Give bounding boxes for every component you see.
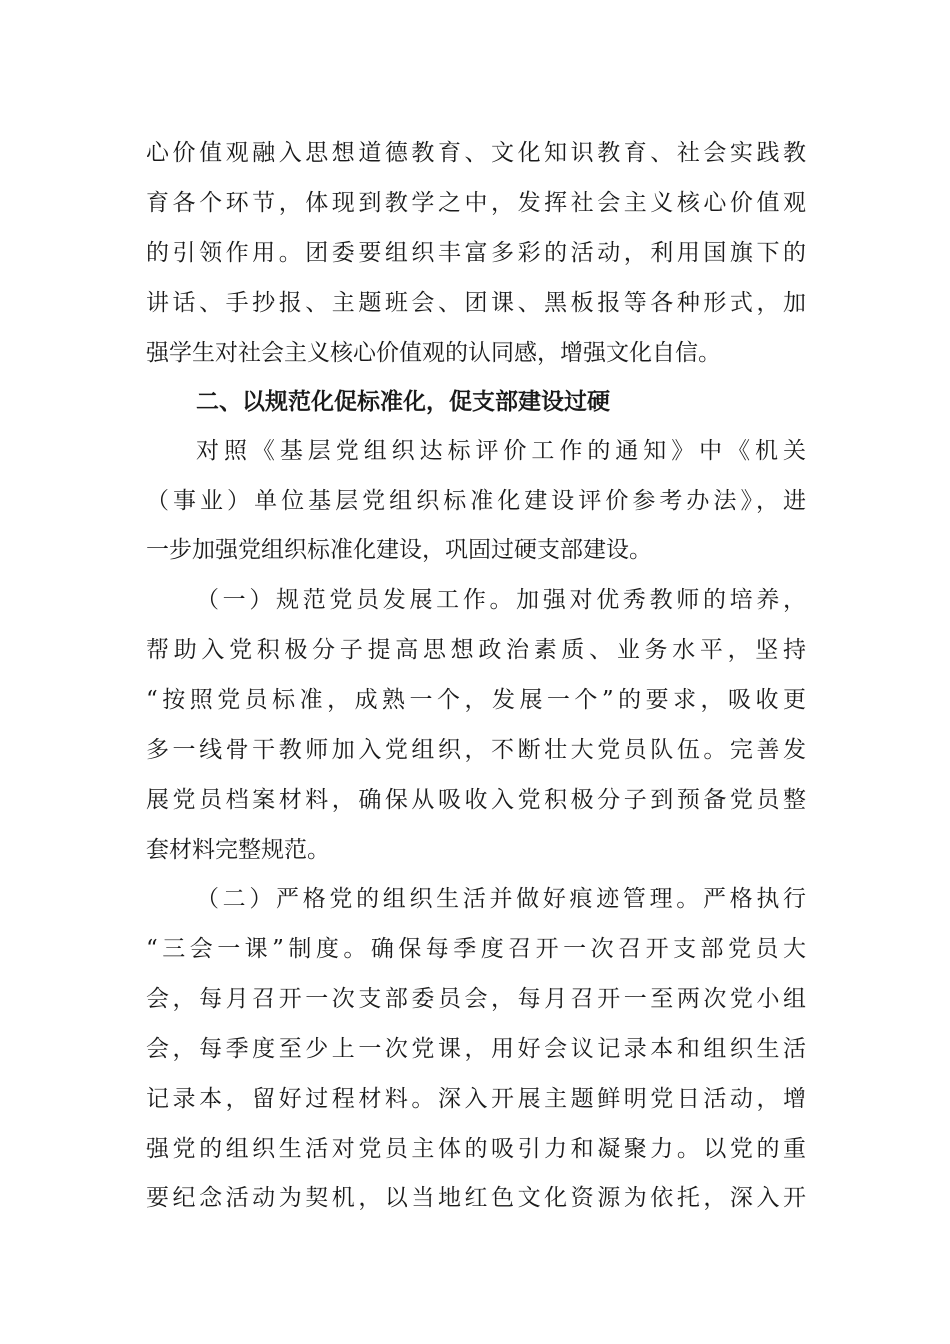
body-text-line: （事业）单位基层党组织标准化建设评价参考办法》，进 (146, 488, 806, 514)
body-text-line: 讲话、手抄报、主题班会、团课、黑板报等各种形式，加 (146, 290, 806, 316)
body-text-line: “三会一课”制度。确保每季度召开一次召开支部党员大 (146, 936, 806, 962)
subsection-lead-line: （二）严格党的组织生活并做好痕迹管理。严格执行 (196, 886, 806, 912)
body-text-line: “按照党员标准，成熟一个，发展一个”的要求，吸收更 (146, 687, 806, 713)
subsection-lead-line: （一）规范党员发展工作。加强对优秀教师的培养， (196, 587, 806, 613)
body-text-line: 帮助入党积极分子提高思想政治素质、业务水平，坚持 (146, 637, 806, 663)
body-text-line: 强学生对社会主义核心价值观的认同感，增强文化自信。 (146, 340, 721, 366)
body-text-line: 套材料完整规范。 (146, 837, 330, 863)
body-text-line: 一步加强党组织标准化建设，巩固过硬支部建设。 (146, 537, 652, 563)
body-text-line: 心价值观融入思想道德教育、文化知识教育、社会实践教 (146, 140, 806, 166)
body-text-line: 记录本，留好过程材料。深入开展主题鲜明党日活动，增 (146, 1086, 806, 1112)
body-text-line: 要纪念活动为契机，以当地红色文化资源为依托，深入开 (146, 1185, 806, 1211)
section-heading: 二、以规范化促标准化，促支部建设过硬 (196, 389, 610, 415)
body-text-line: 会，每季度至少上一次党课，用好会议记录本和组织生活 (146, 1036, 806, 1062)
body-text-line: 会，每月召开一次支部委员会，每月召开一至两次党小组 (146, 986, 806, 1012)
body-text-line: 的引领作用。团委要组织丰富多彩的活动，利用国旗下的 (146, 240, 806, 266)
body-text-line: 对照《基层党组织达标评价工作的通知》中《机关 (196, 438, 806, 464)
body-text-line: 多一线骨干教师加入党组织，不断壮大党员队伍。完善发 (146, 737, 806, 763)
body-text-line: 育各个环节，体现到教学之中，发挥社会主义核心价值观 (146, 190, 806, 216)
body-text-line: 展党员档案材料，确保从吸收入党积极分子到预备党员整 (146, 787, 806, 813)
body-text-line: 强党的组织生活对党员主体的吸引力和凝聚力。以党的重 (146, 1136, 806, 1162)
